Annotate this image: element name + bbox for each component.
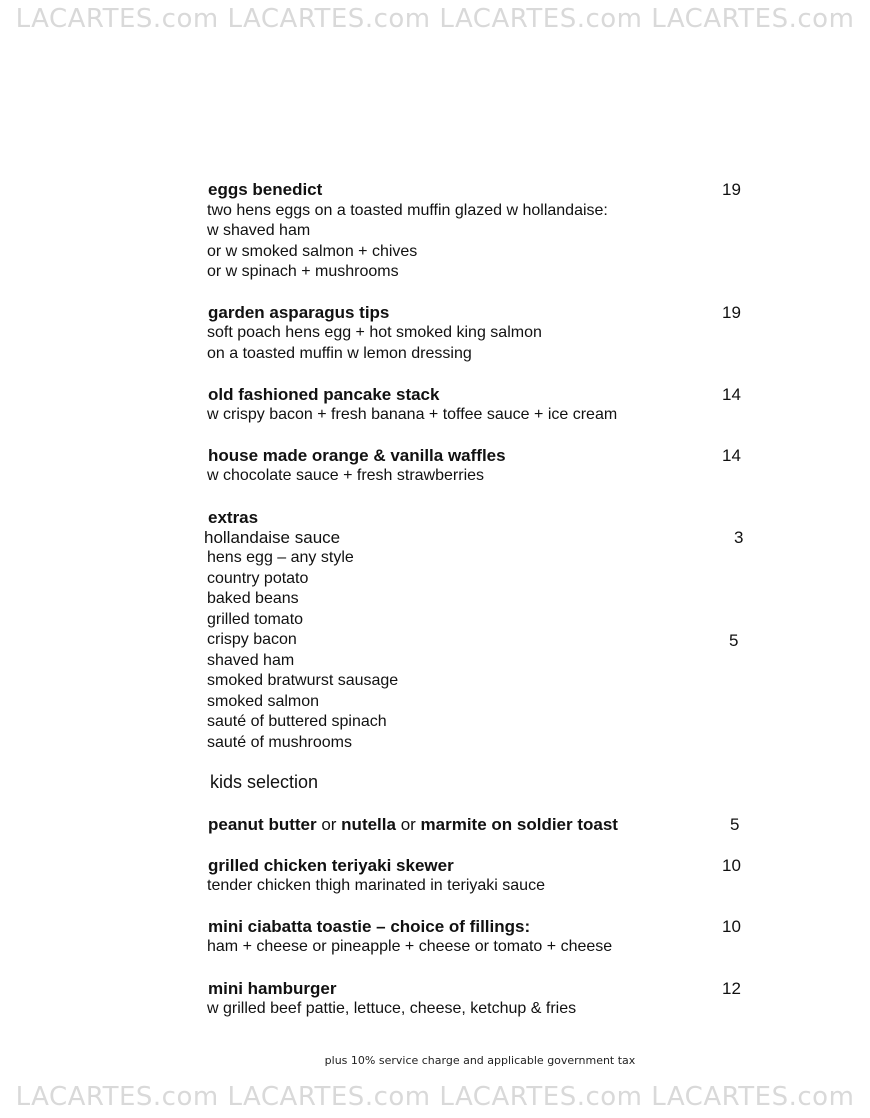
item-name-waffles: house made orange & vanilla waffles — [208, 446, 506, 465]
item-desc-line: tender chicken thigh marinated in teriyaki sauce — [207, 877, 545, 894]
extras-item: sauté of buttered spinach — [207, 713, 387, 730]
item-desc-line: w crispy bacon + fresh banana + toffee sauce + ice cream — [207, 406, 618, 423]
item-price-eggs-benedict: 19 — [722, 180, 741, 199]
item-price-teriyaki: 10 — [722, 856, 741, 875]
kids-selection-heading: kids selection — [210, 772, 319, 792]
item-price-ciabatta: 10 — [722, 917, 741, 936]
item-desc-line: w shaved ham — [207, 222, 311, 239]
watermark-top: LACARTES.com LACARTES.com LACARTES.com LACARTES.com — [15, 4, 855, 34]
item-name-pancakes: old fashioned pancake stack — [208, 385, 440, 404]
extras-heading: extras — [208, 508, 259, 527]
extras-item: country potato — [207, 570, 309, 587]
extras-item: hollandaise sauce — [204, 528, 341, 547]
toast-or: or — [316, 815, 342, 834]
item-name-teriyaki: grilled chicken teriyaki skewer — [208, 856, 454, 875]
toast-option-nutella: nutella — [341, 815, 396, 834]
item-desc-line: soft poach hens egg + hot smoked king salmon — [207, 324, 542, 341]
extras-item: sauté of mushrooms — [207, 734, 352, 751]
extras-item: hens egg – any style — [207, 549, 354, 566]
extras-price-hollandaise: 3 — [734, 528, 744, 547]
toast-option-marmite: marmite on soldier toast — [420, 815, 618, 834]
extras-item: crispy bacon — [207, 631, 297, 648]
extras-item: grilled tomato — [207, 611, 304, 628]
item-price-hamburger: 12 — [722, 979, 741, 998]
item-desc-line: or w smoked salmon + chives — [207, 243, 418, 260]
watermark-bottom: LACARTES.com LACARTES.com LACARTES.com LACARTES.com — [15, 1082, 855, 1112]
item-desc-line: w chocolate sauce + fresh strawberries — [207, 467, 485, 484]
item-price-asparagus: 19 — [722, 303, 741, 322]
item-price-waffles: 14 — [722, 446, 741, 465]
item-desc-line: ham + cheese or pineapple + cheese or tomato + cheese — [207, 938, 613, 955]
item-desc-line: w grilled beef pattie, lettuce, cheese, ketchup & fries — [207, 1000, 577, 1017]
item-name-soldier-toast — [208, 816, 618, 833]
item-name-eggs-benedict: eggs benedict — [208, 180, 323, 199]
item-desc-line: or w spinach + mushrooms — [207, 263, 399, 280]
extras-item: smoked salmon — [207, 693, 320, 710]
item-name-asparagus: garden asparagus tips — [208, 303, 390, 322]
item-price-soldier-toast: 5 — [730, 815, 740, 834]
item-name-hamburger: mini hamburger — [208, 979, 337, 998]
extras-item: smoked bratwurst sausage — [207, 672, 399, 689]
item-desc-line: on a toasted muffin w lemon dressing — [207, 345, 472, 362]
toast-option-peanut-butter: peanut butter — [208, 815, 317, 834]
item-desc-line: two hens eggs on a toasted muffin glazed w hollandaise: — [207, 202, 608, 219]
extras-item: baked beans — [207, 590, 299, 607]
extras-price-others: 5 — [729, 631, 739, 650]
extras-item: shaved ham — [207, 652, 295, 669]
item-price-pancakes: 14 — [722, 385, 741, 404]
toast-or: or — [395, 815, 421, 834]
item-name-ciabatta: mini ciabatta toastie – choice of fillings: — [208, 917, 531, 936]
service-charge-note: plus 10% service charge and applicable government tax — [324, 1054, 636, 1067]
